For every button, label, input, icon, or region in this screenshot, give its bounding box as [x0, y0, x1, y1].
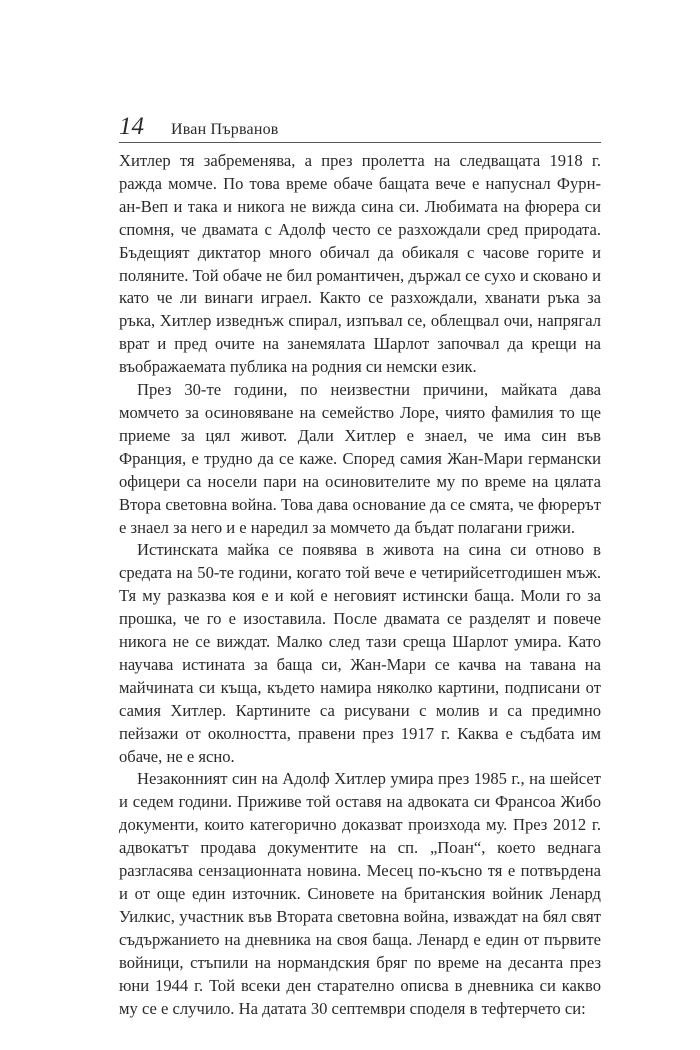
paragraph: През 30-те години, по неизвестни причини, майката дава момчето за осиновяване на семейство Лоре, чиято фамилия то ще приеме за цял живот. Дали Хитлер е знаел, че има син във Франция, е трудно да се каже. Според самия Жан-Мари германски офицери са носели пари на осиновителите му по време на цялата Втора световна война. Това дава основание да се смята, че фюрерът е знаел за него и е наредил за момчето да бъдат полагани грижи. [119, 380, 601, 537]
page-number: 14 [119, 113, 144, 140]
paragraph: Незаконният син на Адолф Хитлер умира през 1985 г., на шейсет и седем години. Приживе той оставя на адвоката си Франсоа Жибо документи, които категорично доказват произхода му. През 2012 г. адвокатът продава документите на сп. „Поан“, което веднага разгласява сензационната новина. Месец по-късно тя е потвърдена и от още един източник. Синовете на британския войник Ленард Уилкис, участник във Втората световна война, изваждат на бял свят съдържанието на дневника на своя баща. Ленард е един от първите войници, стъпили на нормандския бряг по време на десанта през юни 1944 г. Той всеки ден старателно описва в дневника си какво му се е случило. На датата 30 септември споделя в тефтерчето си: [119, 769, 601, 1018]
paragraph: Хитлер тя забременява, а през пролетта на следващата 1918 г. ражда момче. По това време обаче бащата вече е напуснал Фурн-ан-Веп и така и никога не вижда сина си. Любимата на фюрера си спомня, че двамата с Адолф често се разхождали сред природата. Бъдещият диктатор много обичал да обикаля с часове горите и поляните. Той обаче не бил романтичен, държал се сухо и сковано и като че ли винаги играел. Както се разхождали, хванати ръка за ръка, Хитлер изведнъж спирал, изпъвал се, облещвал очи, напрягал врат и пред очите на занемялата Шарлот започвал да крещи на въображаемата публика на родния си немски език. [119, 151, 601, 377]
body-text [119, 150, 601, 1020]
paragraph: Истинската майка се появява в живота на сина си отново в средата на 50-те години, когато той вече е четирийсетгодишен мъж. Тя му разказва коя е и кой е неговият истински баща. Моли го за прошка, че го е изоставила. После двамата се разделят и повече никога не се виждат. Малко след тази среща Шарлот умира. Като научава истината за баща си, Жан-Мари се качва на тавана на майчината си къща, където намира няколко картини, подписани от самия Хитлер. Картините са рисувани с молив и са предимно пейзажи от околността, правени през 1917 г. Каква е съдбата им обаче, не е ясно. [119, 540, 601, 766]
running-head-author: Иван Първанов [171, 121, 279, 138]
page-header [119, 112, 601, 143]
